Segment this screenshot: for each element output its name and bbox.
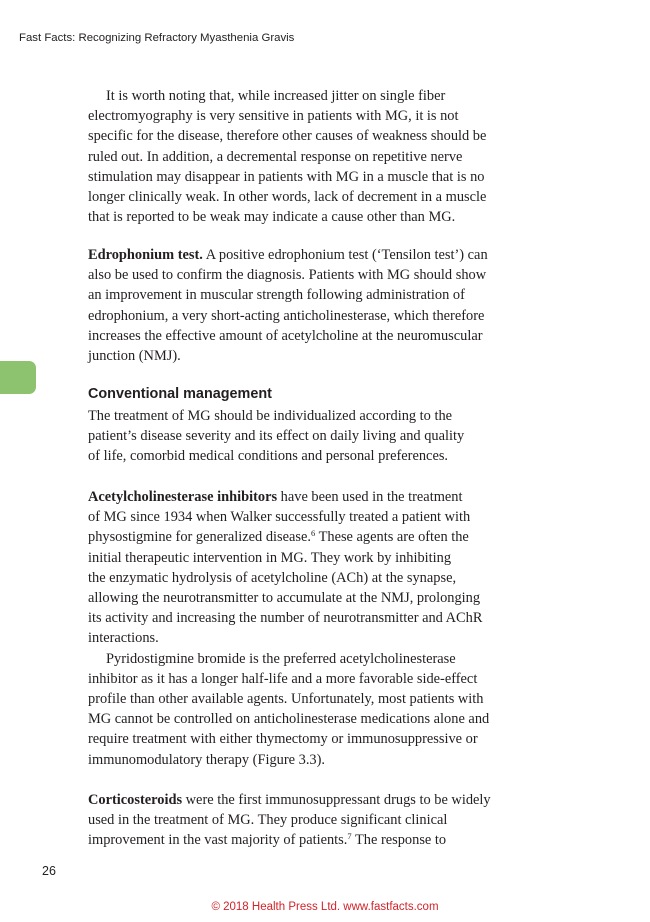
chapter-tab-marker [0,361,36,394]
text-line [88,527,568,547]
text-line: initial therapeutic intervention in MG. They work by inhibiting [88,549,452,566]
text-line: stimulation may disappear in patients with MG in a muscle that is no [88,168,485,185]
text-line: patient’s disease severity and its effect on daily living and quality [88,428,465,445]
text-line: its activity and increasing the number of neurotransmitter and AChR [88,610,483,627]
text-span: improvement in the vast majority of patients. [88,832,348,849]
text-span: physostigmine for generalized disease. [88,529,311,546]
paragraph-jitter [88,86,568,227]
text-line: used in the treatment of MG. They produce significant clinical [88,812,448,829]
text-line: electromyography is very sensitive in patients with MG, it is not [88,108,459,125]
text-line: profile than other available agents. Unfortunately, most patients with [88,691,484,708]
text-line [88,245,568,265]
text-line: It is worth noting that, while increased jitter on single fiber [106,88,446,104]
paragraph-edrophonium [88,245,568,366]
text-line [88,830,568,850]
reference-marker: 7 [347,831,352,842]
text-line: increases the effective amount of acetylcholine at the neuromuscular [88,327,483,344]
paragraph-ache-inhibitors [88,487,568,770]
run-in-heading-corticosteroids: Corticosteroids [88,792,183,808]
text-line: specific for the disease, therefore other causes of weakness should be [88,128,487,145]
text-line: inhibitor as it has a longer half-life and a more favorable side-effect [88,670,478,687]
paragraph-treatment [88,406,568,467]
text-line: require treatment with either thymectomy or immunosuppressive or [88,731,478,748]
text-line: junction (NMJ). [88,348,181,365]
run-in-heading-ache: Acetylcholinesterase inhibitors [88,489,278,505]
run-in-heading-edrophonium: Edrophonium test. [88,247,203,263]
section-heading: Conventional management [88,386,272,402]
text-line: immunomodulatory therapy (Figure 3.3). [88,751,326,768]
running-header: Fast Facts: Recognizing Refractory Myasthenia Gravis [19,32,295,44]
text-line: also be used to confirm the diagnosis. Patients with MG should show [88,267,487,284]
text-line: that is reported to be weak may indicate a cause other than MG. [88,209,456,226]
text-line [88,487,568,507]
paragraph-corticosteroids [88,790,568,851]
page-number: 26 [42,864,56,878]
text-line [88,790,568,810]
text-span: The response to [351,832,447,849]
text-line: edrophonium, a very short-acting anticholinesterase, which therefore [88,307,485,324]
text-line: of MG since 1934 when Walker successfully treated a patient with [88,509,471,526]
copyright-notice: © 2018 Health Press Ltd. www.fastfacts.com [211,901,439,913]
text-line: The treatment of MG should be individualized according to the [88,408,453,424]
text-line: allowing the neurotransmitter to accumulate at the NMJ, prolonging [88,590,481,607]
text-line: ruled out. In addition, a decremental response on repetitive nerve [88,148,463,165]
text-line: longer clinically weak. In other words, lack of decrement in a muscle [88,189,487,206]
text-line: MG cannot be controlled on anticholinesterase medications alone and [88,711,490,728]
text-span: were the first immunosuppressant drugs to be widely [182,792,491,808]
text-span: A positive edrophonium test (‘Tensilon test’) can [202,247,488,263]
text-span: have been used in the treatment [277,489,463,505]
text-line: of life, comorbid medical conditions and personal preferences. [88,448,449,465]
text-line: Pyridostigmine bromide is the preferred acetylcholinesterase [106,650,456,667]
text-line: interactions. [88,630,159,647]
text-span: These agents are often the [315,529,469,546]
text-line: an improvement in muscular strength following administration of [88,287,465,304]
text-line: the enzymatic hydrolysis of acetylcholine (ACh) at the synapse, [88,569,457,586]
reference-marker: 6 [311,528,316,539]
